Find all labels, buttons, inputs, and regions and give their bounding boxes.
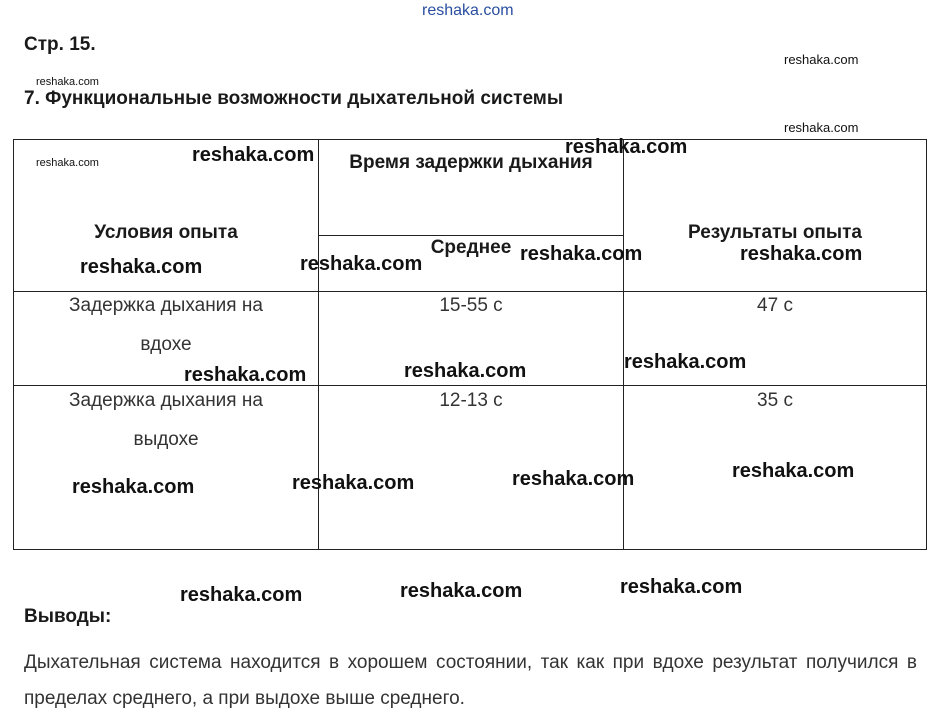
watermark: reshaka.com: [184, 364, 307, 386]
watermark: reshaka.com: [400, 580, 523, 602]
conclusions-text: Дыхательная система находится в хорошем состоянии, так как при вдохе результат получился в пределах среднего, а при выдохе выше среднего.: [24, 652, 917, 709]
watermark: reshaka.com: [784, 52, 859, 67]
watermark: reshaka.com: [36, 76, 99, 88]
header-hold-time: Время задержки дыхания: [349, 152, 593, 173]
watermark: reshaka.com: [80, 256, 203, 278]
watermark: reshaka.com: [520, 243, 643, 265]
row-1-result: 47 с: [757, 295, 793, 316]
watermark: reshaka.com: [36, 157, 99, 169]
section-title: 7. Функциональные возможности дыхательной системы: [24, 88, 564, 109]
row-2-average: 12-13 с: [439, 390, 503, 411]
watermark: reshaka.com: [784, 120, 859, 135]
watermark: reshaka.com: [732, 460, 855, 482]
watermark: reshaka.com: [404, 360, 527, 382]
watermark: reshaka.com: [565, 136, 688, 158]
watermark: reshaka.com: [180, 584, 303, 606]
watermark: reshaka.com: [292, 472, 415, 494]
watermark: reshaka.com: [300, 253, 423, 275]
watermark: reshaka.com: [740, 243, 863, 265]
row-2-condition: Задержка дыхания на выдохе: [69, 390, 263, 450]
row-2-result: 35 с: [757, 390, 793, 411]
watermark: reshaka.com: [620, 576, 743, 598]
row-1-average: 15-55 с: [439, 295, 503, 316]
watermark: reshaka.com: [192, 144, 315, 166]
watermark: reshaka.com: [624, 351, 747, 373]
row-1-condition: Задержка дыхания на вдохе: [69, 295, 263, 355]
header-average: Среднее: [430, 237, 512, 258]
watermark: reshaka.com: [512, 468, 635, 490]
header-site-link[interactable]: reshaka.com: [422, 2, 514, 19]
page-label: Стр. 15.: [24, 34, 96, 55]
conclusions-title: Выводы:: [24, 606, 112, 627]
watermark: reshaka.com: [72, 476, 195, 498]
header-conditions: Условия опыта: [94, 222, 238, 243]
header-results: Результаты опыта: [688, 222, 862, 243]
